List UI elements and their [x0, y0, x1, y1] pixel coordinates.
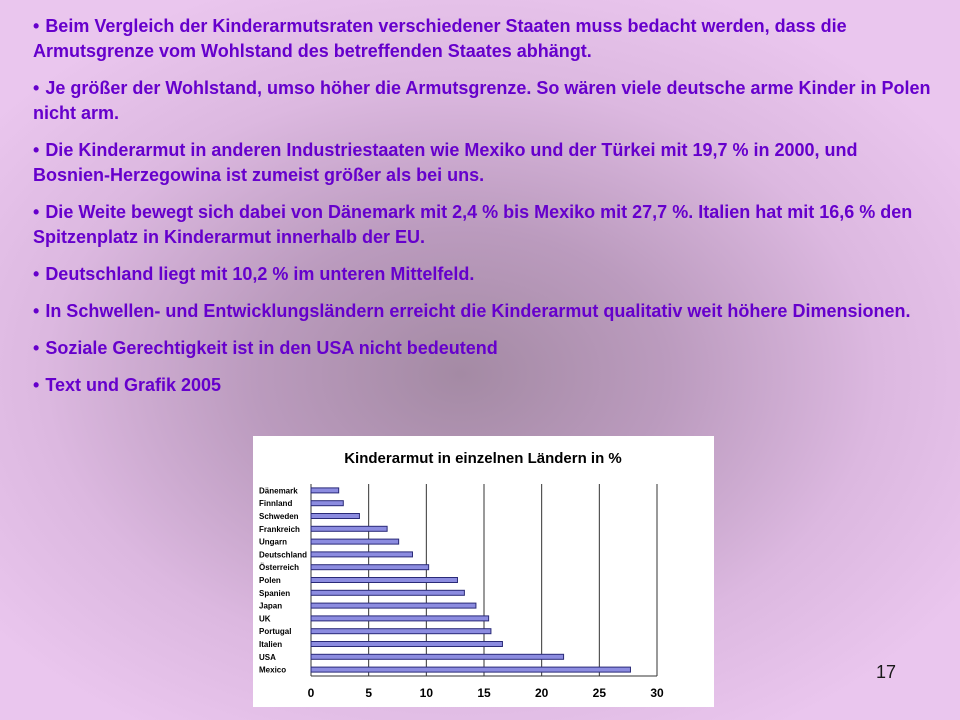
- category-label: Portugal: [259, 627, 292, 637]
- x-tick-label: 30: [650, 686, 664, 700]
- bar: [311, 578, 457, 583]
- bullet-text: Die Weite bewegt sich dabei von Dänemark mit 2,4 % bis Mexiko mit 27,7 %. Italien hat mit 16,6 % den Spitzenplatz in Kinderarmut innerhalb der EU.: [33, 202, 913, 247]
- bullet-dot: •: [33, 375, 40, 395]
- x-tick-label: 20: [534, 686, 549, 700]
- category-label: Dänemark: [259, 486, 298, 496]
- bullet-text: Beim Vergleich der Kinderarmutsraten verschiedener Staaten muss bedacht werden, dass die Armutsgrenze vom Wohlstand des betreffenden Staates abhängt.: [33, 16, 847, 61]
- x-tick-label: 5: [365, 686, 373, 700]
- bar: [311, 526, 387, 531]
- bullet-text: Deutschland liegt mit 10,2 % im unteren Mittelfeld.: [45, 264, 475, 284]
- bullet-item: [33, 76, 933, 126]
- x-tick-label: 15: [477, 686, 491, 700]
- bar: [311, 667, 630, 672]
- bar: [311, 642, 502, 647]
- category-label: USA: [259, 652, 276, 662]
- category-label: Spanien: [259, 588, 291, 598]
- bullet-dot: •: [33, 264, 40, 284]
- bullet-dot: •: [33, 140, 40, 160]
- bar: [311, 654, 564, 659]
- chart-title: Kinderarmut in einzelnen Ländern in %: [344, 450, 622, 467]
- category-label: Japan: [259, 601, 283, 611]
- bullet-dot: •: [33, 202, 40, 222]
- category-label: Schweden: [259, 512, 299, 521]
- bullet-item: [33, 299, 933, 324]
- category-label: Polen: [259, 576, 281, 585]
- bullet-item: [33, 373, 933, 398]
- category-label: Frankreich: [259, 524, 300, 534]
- bullet-text: Je größer der Wohlstand, umso höher die Armutsgrenze. So wären viele deutsche arme Kinder in Polen nicht arm.: [33, 78, 931, 123]
- bar: [311, 629, 491, 634]
- bar: [311, 603, 476, 608]
- bullet-text: Text und Grafik 2005: [45, 375, 222, 395]
- x-tick-label: 25: [592, 686, 607, 700]
- bullet-dot: •: [33, 338, 40, 358]
- bullet-item: [33, 262, 933, 287]
- bullet-item: [33, 138, 933, 188]
- bar: [311, 488, 339, 493]
- bullet-item: [33, 14, 933, 64]
- bullet-dot: •: [33, 78, 40, 98]
- bar: [311, 552, 412, 557]
- slide-number: 17: [876, 662, 897, 682]
- bullet-text: Die Kinderarmut in anderen Industriestaaten wie Mexiko und der Türkei mit 19,7 % in 2000, und Bosnien-Herzegowina ist zumeist größer als bei uns.: [33, 140, 858, 185]
- bar: [311, 616, 489, 621]
- bar: [311, 539, 399, 544]
- bullet-item: [33, 200, 933, 250]
- bullet-list: [33, 14, 933, 410]
- category-label: Ungarn: [259, 537, 287, 547]
- bar: [311, 590, 464, 595]
- bullet-text: Soziale Gerechtigkeit ist in den USA nicht bedeutend: [45, 338, 498, 358]
- category-label: Mexico: [259, 665, 287, 675]
- x-tick-label: 0: [307, 686, 315, 700]
- category-label: Finnland: [259, 499, 293, 509]
- category-label: Deutschland: [259, 550, 308, 560]
- bullet-dot: •: [33, 16, 40, 36]
- bar: [311, 565, 429, 570]
- chart-panel: [253, 436, 714, 707]
- bullet-item: [33, 336, 933, 361]
- bar-chart: [253, 436, 714, 707]
- category-label: Italien: [259, 640, 283, 649]
- bar: [311, 514, 359, 519]
- x-tick-label: 10: [419, 686, 434, 700]
- category-label: UK: [259, 614, 271, 624]
- bullet-text: In Schwellen- und Entwicklungsländern erreicht die Kinderarmut qualitativ weit höhere Dimensionen.: [45, 301, 911, 321]
- category-label: Österreich: [259, 563, 300, 573]
- bullet-dot: •: [33, 301, 40, 321]
- bar: [311, 501, 343, 506]
